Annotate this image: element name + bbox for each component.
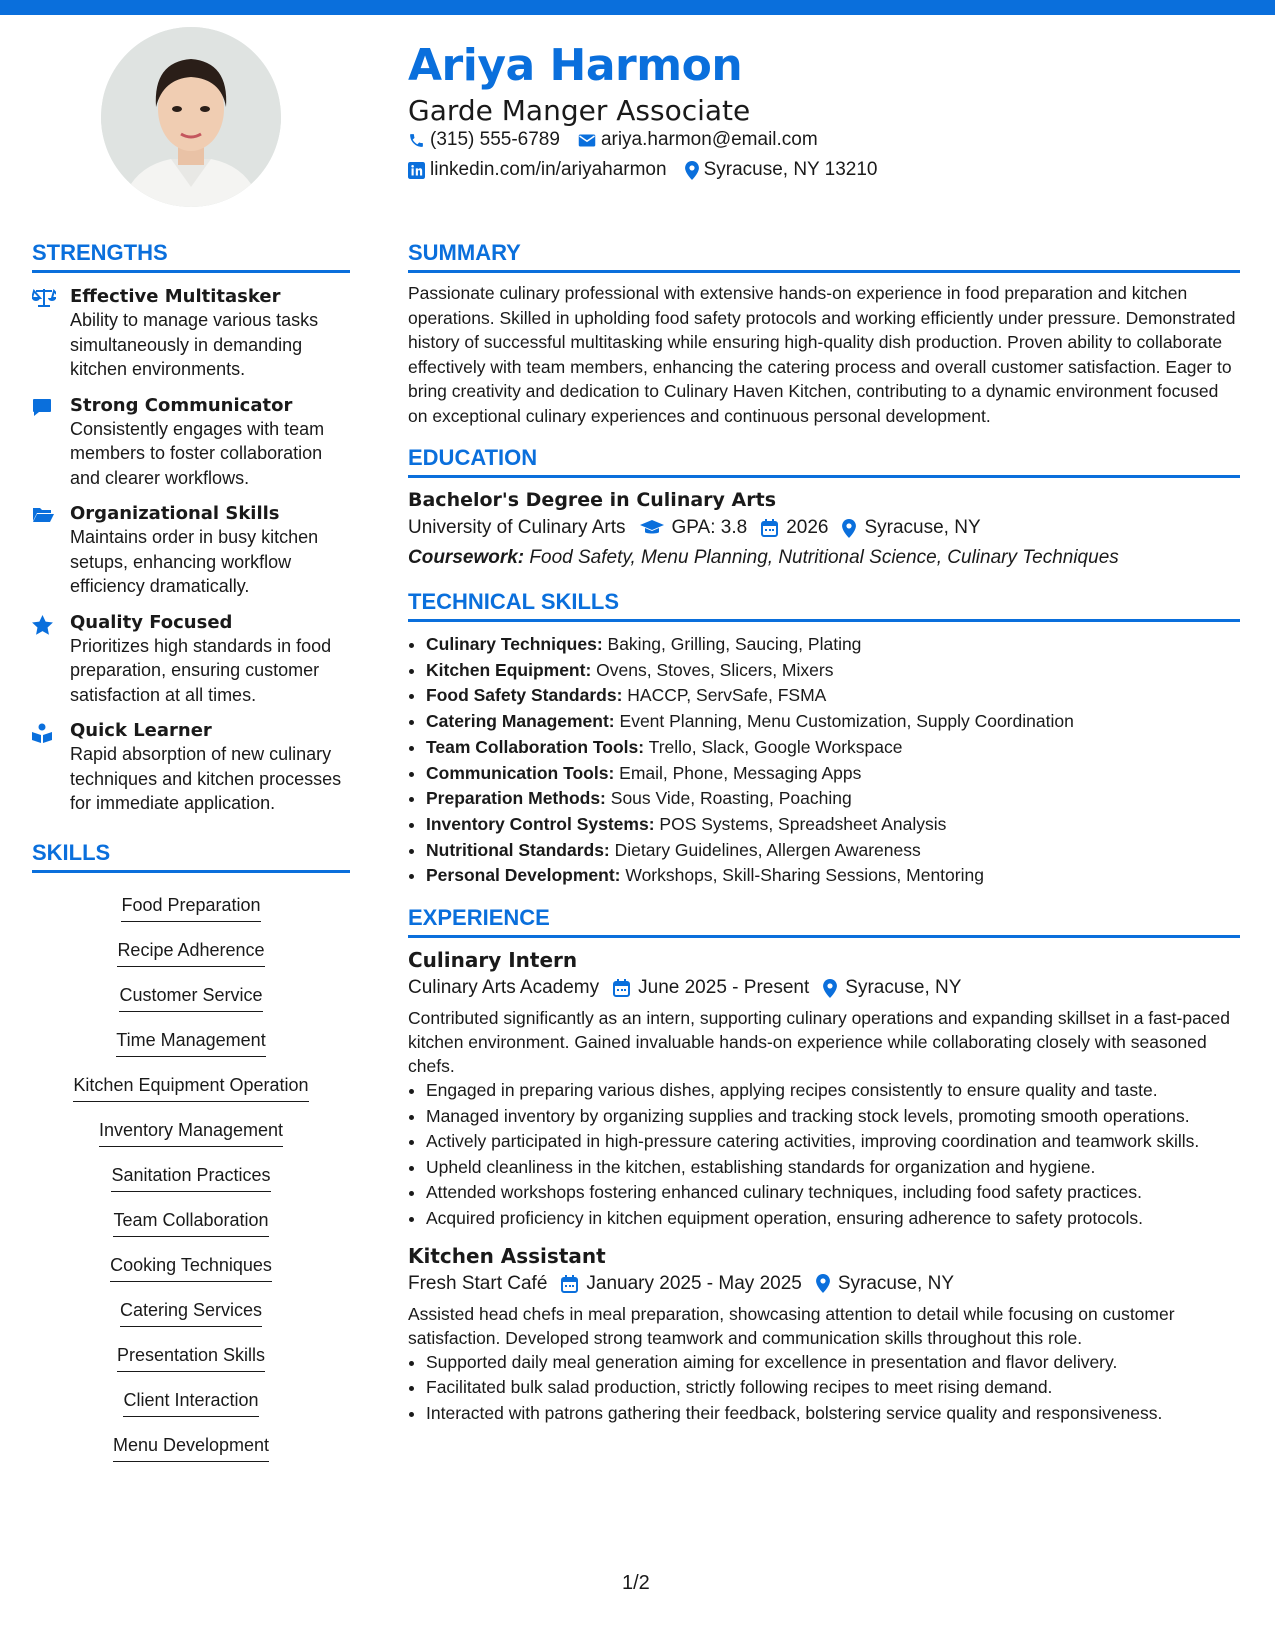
job-description: Assisted head chefs in meal preparation, showcasing attention to detail while focusing on customer satisfaction. Developed strong teamwork and communication skills throughout this role. — [408, 1303, 1175, 1348]
summary-heading: SUMMARY — [408, 240, 1240, 273]
skill-tag: Catering Services — [120, 1299, 262, 1327]
education-heading: EDUCATION — [408, 445, 1240, 478]
tech-skill-item: • Team Collaboration Tools: Trello, Slack, Google Workspace — [426, 735, 1240, 761]
map-pin-icon — [816, 1274, 830, 1293]
graduation-cap-icon — [640, 520, 664, 536]
location-text: Syracuse, NY 13210 — [703, 159, 878, 180]
experience-heading: EXPERIENCE — [408, 905, 1240, 938]
job-location-item — [823, 977, 961, 999]
job-dates-item — [561, 1273, 801, 1295]
job-dates: June 2025 - Present — [638, 977, 810, 999]
gpa-item — [640, 517, 748, 539]
strength-title: Effective Multitasker — [70, 286, 281, 307]
tech-skill-item: • Culinary Techniques: Baking, Grilling, Saucing, Plating — [426, 632, 1240, 658]
envelope-icon — [578, 133, 596, 148]
phone-contact — [408, 129, 560, 151]
skill-tag: Inventory Management — [99, 1119, 283, 1147]
top-accent-bar — [0, 0, 1275, 15]
strength-title: Organizational Skills — [70, 503, 280, 524]
strength-desc: Consistently engages with team members to foster collaboration and clearer workflows. — [70, 418, 325, 488]
candidate-name: Ariya Harmon — [408, 40, 743, 91]
scale-icon — [32, 286, 70, 382]
contact-row-1 — [408, 129, 836, 151]
skill-tag: Customer Service — [119, 984, 262, 1012]
email-contact[interactable] — [578, 129, 818, 151]
strength-desc: Maintains order in busy kitchen setups, enhancing workflow efficiency dramatically. — [70, 527, 319, 596]
job-bullets — [408, 1350, 1240, 1425]
job-location-item — [816, 1273, 954, 1295]
strength-desc: Rapid absorption of new culinary techniques and kitchen processes for immediate application. — [70, 744, 342, 813]
education-meta — [408, 517, 1240, 539]
calendar-icon — [613, 979, 630, 997]
skills-list — [32, 885, 350, 1470]
star-icon — [32, 612, 70, 708]
coursework-label: Coursework: — [408, 547, 525, 568]
calendar-icon — [561, 1275, 578, 1293]
year-text: 2026 — [786, 517, 829, 538]
job-bullet: • Managed inventory by organizing supplies and tracking stock levels, promoting smooth operations. — [426, 1104, 1240, 1128]
job-bullet: • Engaged in preparing various dishes, applying recipes consistently to ensure quality and taste. — [426, 1078, 1240, 1102]
strength-title: Strong Communicator — [70, 394, 293, 416]
avatar — [101, 27, 281, 207]
job-bullet: • Facilitated bulk salad production, strictly following recipes to meet rising demand. — [426, 1375, 1240, 1399]
skill-tag: Client Interaction — [123, 1389, 258, 1417]
skill-tag: Time Management — [116, 1029, 265, 1057]
job-bullet: • Acquired proficiency in kitchen equipment operation, ensuring adherence to safety protocols. — [426, 1206, 1240, 1230]
job-dates-item — [613, 977, 809, 999]
strengths-heading: STRENGTHS — [32, 240, 350, 273]
reader-icon — [32, 720, 70, 816]
strength-desc: Prioritizes high standards in food preparation, ensuring customer satisfaction at all times. — [70, 635, 332, 705]
chat-icon — [32, 395, 70, 491]
skill-tag: Kitchen Equipment Operation — [73, 1074, 308, 1102]
job-bullets — [408, 1078, 1240, 1230]
strength-desc: Ability to manage various tasks simultaneously in demanding kitchen environments. — [70, 310, 319, 379]
job-bullet: • Supported daily meal generation aiming for excellence in presentation and flavor delivery. — [426, 1350, 1240, 1374]
degree-title: Bachelor's Degree in Culinary Arts — [408, 489, 777, 511]
email-text: ariya.harmon@email.com — [600, 129, 818, 150]
strength-title: Quick Learner — [70, 720, 212, 741]
job-title: Kitchen Assistant — [408, 1243, 606, 1268]
job-description: Contributed significantly as an intern, supporting culinary operations and expanding skillset in a fast-paced kitchen environment. Gained invaluable hands-on experience while collaborating closely with seasoned chefs. — [408, 1008, 1231, 1077]
technical-skills-heading: TECHNICAL SKILLS — [408, 589, 1240, 622]
candidate-title: Garde Manger Associate — [408, 94, 751, 127]
tech-skill-item: • Inventory Control Systems: POS Systems, Spreadsheet Analysis — [426, 812, 1240, 838]
tech-skill-item: • Kitchen Equipment: Ovens, Stoves, Slicers, Mixers — [426, 658, 1240, 684]
edu-location-item — [842, 517, 980, 539]
skill-tag: Presentation Skills — [117, 1344, 265, 1372]
company-name: Fresh Start Café — [408, 1272, 548, 1294]
location-contact — [685, 159, 878, 181]
job-bullet: • Upheld cleanliness in the kitchen, establishing standards for organization and hygiene. — [426, 1155, 1240, 1179]
strength-item — [32, 612, 350, 708]
linkedin-contact[interactable] — [408, 159, 667, 181]
skill-tag: Sanitation Practices — [111, 1164, 270, 1192]
company-name: Culinary Arts Academy — [408, 977, 600, 999]
job-bullet: • Actively participated in high-pressure catering activities, improving coordination and teamwork skills. — [426, 1129, 1240, 1153]
tech-skill-item: • Food Safety Standards: HACCP, ServSafe, FSMA — [426, 683, 1240, 709]
technical-skills-list — [408, 632, 1240, 889]
job-meta — [408, 1273, 1240, 1295]
map-pin-icon — [685, 161, 699, 180]
coursework — [408, 547, 1240, 569]
page-number: 1/2 — [622, 1572, 650, 1594]
map-pin-icon — [823, 979, 837, 998]
coursework-text: Food Safety, Menu Planning, Nutritional Science, Culinary Techniques — [529, 547, 1119, 568]
skill-tag: Menu Development — [113, 1434, 269, 1462]
job-title: Culinary Intern — [408, 948, 578, 973]
school-name: University of Culinary Arts — [408, 517, 626, 538]
left-column — [32, 240, 350, 1470]
skill-tag: Food Preparation — [121, 894, 260, 922]
strength-item — [32, 286, 350, 382]
edu-location-text: Syracuse, NY — [864, 517, 981, 538]
job-dates: January 2025 - May 2025 — [586, 1272, 802, 1294]
right-column — [408, 240, 1240, 1426]
job-entry — [408, 948, 1240, 1230]
skills-heading: SKILLS — [32, 840, 350, 873]
skill-tag: Cooking Techniques — [110, 1254, 272, 1282]
folder-icon — [32, 503, 70, 599]
tech-skill-item: • Communication Tools: Email, Phone, Messaging Apps — [426, 761, 1240, 787]
skill-tag: Team Collaboration — [113, 1209, 268, 1237]
strength-title: Quality Focused — [70, 611, 233, 633]
job-meta — [408, 977, 1240, 999]
calendar-icon — [761, 519, 778, 537]
strength-item — [32, 720, 350, 816]
map-pin-icon — [842, 519, 856, 538]
tech-skill-item: • Preparation Methods: Sous Vide, Roasting, Poaching — [426, 786, 1240, 812]
job-entry — [408, 1244, 1240, 1425]
job-bullet: • Interacted with patrons gathering their feedback, bolstering service quality and responsiveness. — [426, 1401, 1240, 1425]
gpa-text: GPA: 3.8 — [671, 517, 748, 538]
summary-text: Passionate culinary professional with extensive hands-on experience in food preparation and kitchen operations. Skilled in upholding food safety protocols and working efficiently under pressure. Demonstrated history of successful multitasking while ensuring high-quality dish production. Proven ability to collaborate effectively with team members, enhancing the catering process and overall customer satisfaction. Eager to bring creativity and dedication to Culinary Haven Kitchen, contributing to a dynamic environment focused on exceptional culinary experiences and continuous personal development. — [408, 283, 1236, 426]
job-location: Syracuse, NY — [837, 1272, 955, 1294]
job-location: Syracuse, NY — [845, 977, 962, 999]
profile-photo — [101, 27, 281, 207]
contact-row-2 — [408, 159, 896, 181]
job-bullet: • Attended workshops fostering enhanced culinary techniques, including food safety practices. — [426, 1180, 1240, 1204]
strength-item — [32, 503, 350, 599]
tech-skill-item: • Nutritional Standards: Dietary Guidelines, Allergen Awareness — [426, 838, 1240, 864]
year-item — [761, 517, 828, 539]
tech-skill-item: • Catering Management: Event Planning, Menu Customization, Supply Coordination — [426, 709, 1240, 735]
strength-item — [32, 395, 350, 491]
linkedin-text: linkedin.com/in/ariyaharmon — [430, 159, 667, 180]
phone-text: (315) 555-6789 — [430, 129, 560, 150]
tech-skill-item: • Personal Development: Workshops, Skill-Sharing Sessions, Mentoring — [426, 863, 1240, 889]
linkedin-icon — [408, 162, 425, 179]
phone-icon — [408, 132, 425, 149]
skill-tag: Recipe Adherence — [117, 939, 264, 967]
